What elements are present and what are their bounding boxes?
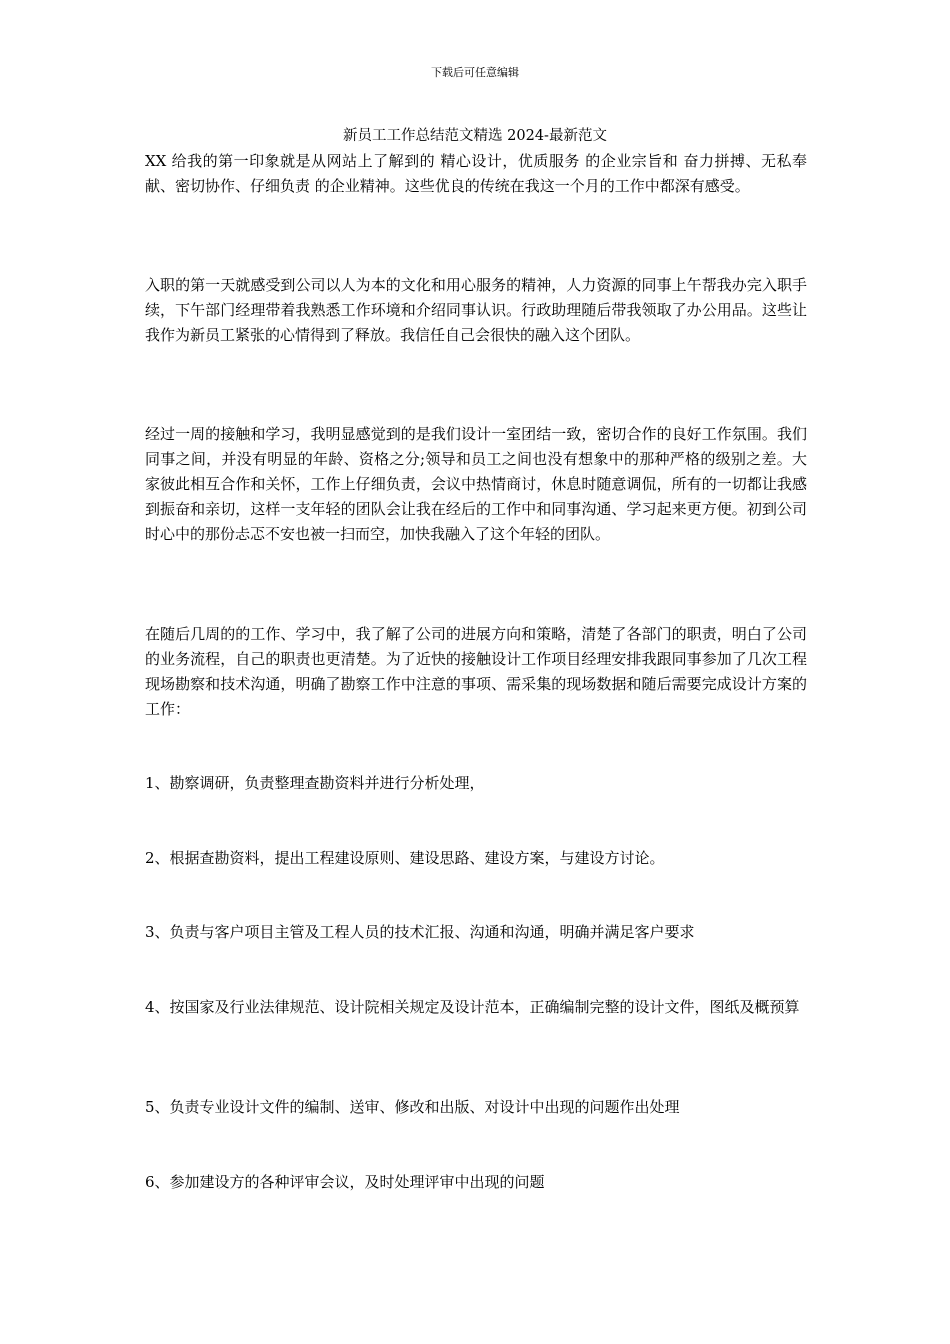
list-item-5: 5、负责专业设计文件的编制、送审、修改和出版、对设计中出现的问题作出处理 [145,1098,680,1116]
list-item-3: 3、负责与客户项目主管及工程人员的技术汇报、沟通和沟通，明确并满足客户要求 [145,923,695,941]
paragraph-intro: XX 给我的第一印象就是从网站上了解到的 精心设计，优质服务 的企业宗旨和 奋力拼搏、无私奉献、密切协作、仔细负责 的企业精神。这些优良的传统在我这一个月的工作中都深有感受。 [145,152,807,195]
paragraph-first-day: 入职的第一天就感受到公司以人为本的文化和用心服务的精神，人力资源的同事上午帮我办完入职手续，下午部门经理带着我熟悉工作环境和介绍同事认识。行政助理随后带我领取了办公用品。这些让我作为新员工紧张的心情得到了释放。我信任自己会很快的融入这个团队。 [145,276,807,344]
paragraph-following-weeks: 在随后几周的的工作、学习中，我了解了公司的进展方向和策略，清楚了各部门的职责，明白了公司的业务流程，自己的职责也更清楚。为了近快的接触设计工作项目经理安排我跟同事参加了几次工程现场勘察和技术沟通，明确了勘察工作中注意的事项、需采集的现场数据和随后需要完成设计方案的工作： [145,625,807,718]
header-note: 下载后可任意编辑 [431,66,519,79]
list-item-1: 1、勘察调研，负责整理查勘资料并进行分析处理， [145,774,485,792]
document-title: 新员工工作总结范文精选 2024-最新范文 [343,128,607,144]
paragraph-first-week: 经过一周的接触和学习，我明显感觉到的是我们设计一室团结一致，密切合作的良好工作氛围。我们同事之间，并没有明显的年龄、资格之分;领导和员工之间也没有想象中的那种严格的级别之差。大家彼此相互合作和关怀，工作上仔细负责，会议中热情商讨，休息时随意调侃，所有的一切都让我感到振奋和亲切，这样一支年轻的团队会让我在经后的工作中和同事沟通、学习起来更方便。初到公司时心中的那份忐忑不安也被一扫而空，加快我融入了这个年轻的团队。 [145,425,807,543]
list-item-2: 2、根据查勘资料，提出工程建设原则、建设思路、建设方案，与建设方讨论。 [145,849,665,867]
list-item-6: 6、参加建设方的各种评审会议，及时处理评审中出现的问题 [145,1173,545,1191]
list-item-4: 4、按国家及行业法律规范、设计院相关规定及设计范本，正确编制完整的设计文件，图纸及概预算 [145,998,800,1016]
